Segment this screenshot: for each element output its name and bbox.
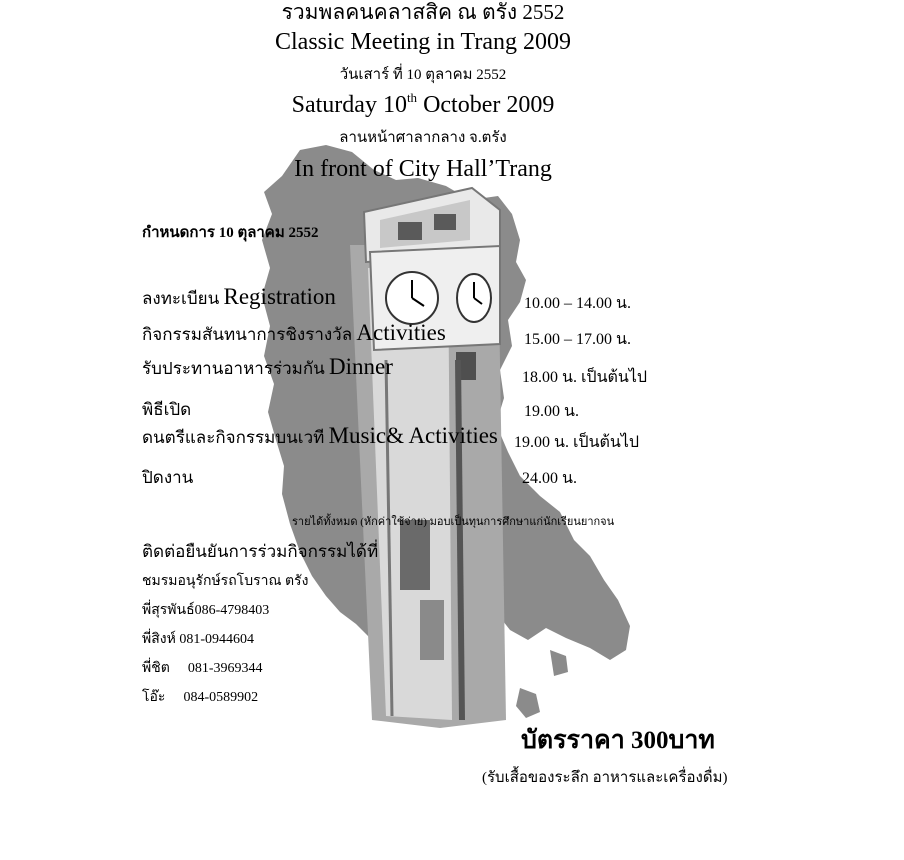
event-place-english: In front of City Hall’Trang — [294, 156, 552, 182]
schedule-item-english: Music& Activities — [328, 423, 498, 448]
schedule-item-thai: ดนตรีและกิจกรรมบนเวที — [142, 428, 329, 447]
contact-heading: ติดต่อยืนยันการร่วมกิจกรรมได้ที่ — [142, 542, 379, 561]
schedule-item-thai: รับประทานอาหารร่วมกัน — [142, 359, 330, 378]
schedule-item-english: Dinner — [329, 354, 393, 379]
schedule-item-thai: ลงทะเบียน — [142, 289, 224, 308]
event-date-thai: วันเสาร์ ที่ 10 ตุลาคม 2552 — [339, 67, 507, 83]
contact-name: พี่ชิต — [142, 661, 170, 676]
event-date-english — [0, 91, 846, 119]
schedule-time-registration: 10.00 – 14.00 น. — [524, 295, 631, 312]
contact-name: โอ๊ะ — [142, 690, 166, 705]
schedule-time-closing: 24.00 น. — [522, 470, 577, 487]
schedule-item-thai: พิธีเปิด — [142, 400, 192, 419]
event-date-english-prefix: Saturday 10 — [291, 92, 407, 118]
contact-person — [142, 628, 254, 650]
ticket-includes: (รับเสื้อของระลึก อาหารและเครื่องดื่ม) — [482, 770, 728, 786]
schedule-item-thai: ปิดงาน — [142, 468, 194, 487]
contact-phone: 086-4798403 — [194, 603, 270, 618]
contact-phone: 081-3969344 — [187, 661, 263, 676]
ticket-price: บัตรราคา 300บาท — [521, 727, 715, 754]
clock-tower — [350, 188, 506, 728]
contact-name: พี่สุรพันธ์ — [142, 603, 195, 618]
schedule-time-dinner: 18.00 น. เป็นต้นไป — [522, 369, 648, 386]
contact-name: พี่สิงห์ — [142, 632, 176, 647]
event-title-english: Classic Meeting in Trang 2009 — [274, 29, 571, 55]
schedule-item-music — [142, 423, 498, 451]
contact-person — [142, 599, 269, 621]
schedule-item-closing — [142, 463, 193, 491]
contact-club: ชมรมอนุรักษ์รถโบราณ ตรัง — [142, 574, 309, 589]
schedule-item-thai: กิจกรรมสันทนาการชิงรางวัล — [142, 325, 357, 344]
proceeds-note: รายได้ทั้งหมด (หักค่าใช้จ่าย) มอบเป็นทุนการศึกษาแก่นักเรียนยากจน — [292, 516, 615, 528]
schedule-time-music: 19.00 น. เป็นต้นไป — [514, 434, 640, 451]
schedule-item-english: Activities — [356, 320, 446, 345]
contact-person — [142, 657, 263, 679]
schedule-heading: กำหนดการ 10 ตุลาคม 2552 — [142, 225, 319, 241]
schedule-item-dinner — [142, 354, 393, 382]
event-date-english-suffix: October 2009 — [417, 92, 555, 118]
schedule-item-activities — [142, 320, 446, 348]
contact-phone: 081-0944604 — [179, 632, 255, 647]
event-title-thai: รวมพลคนคลาสสิค ณ ตรัง 2552 — [281, 0, 565, 24]
schedule-item-registration — [142, 284, 336, 312]
event-date-english-ordinal: th — [406, 90, 418, 105]
schedule-item-opening — [142, 395, 191, 423]
schedule-time-activities: 15.00 – 17.00 น. — [524, 331, 631, 348]
schedule-time-opening: 19.00 น. — [524, 403, 579, 420]
contact-phone: 084-0589902 — [183, 690, 259, 705]
event-place-thai: ลานหน้าศาลากลาง จ.ตรัง — [339, 130, 507, 146]
contact-person — [142, 686, 258, 708]
schedule-item-english: Registration — [223, 284, 336, 309]
